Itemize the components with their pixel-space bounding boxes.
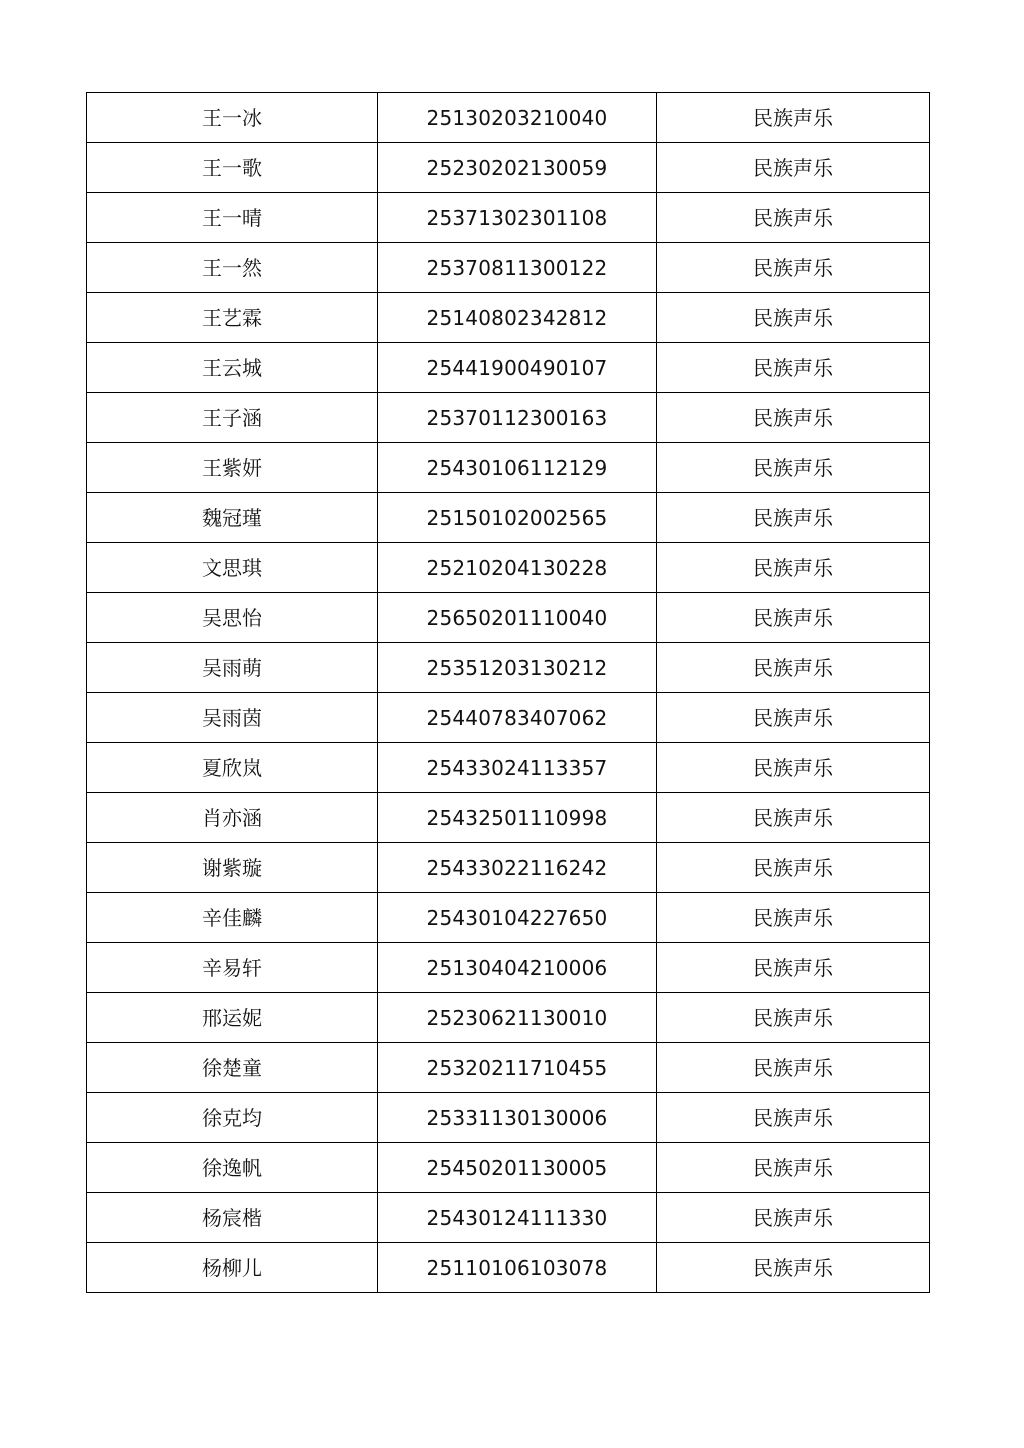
table-row (87, 893, 930, 943)
table-row (87, 1193, 930, 1243)
table-row (87, 143, 930, 193)
candidate-name: 夏欣岚 (87, 743, 378, 793)
candidate-major: 民族声乐 (657, 243, 930, 293)
candidate-id: 25430106112129 (378, 443, 657, 493)
candidate-major: 民族声乐 (657, 793, 930, 843)
candidate-name: 杨宸楷 (87, 1193, 378, 1243)
candidate-id: 25370112300163 (378, 393, 657, 443)
table-row (87, 393, 930, 443)
table-row (87, 1243, 930, 1293)
candidate-id: 25440783407062 (378, 693, 657, 743)
candidate-major: 民族声乐 (657, 93, 930, 143)
candidate-major: 民族声乐 (657, 843, 930, 893)
candidate-name: 魏冠瑾 (87, 493, 378, 543)
candidate-id: 25110106103078 (378, 1243, 657, 1293)
candidate-name: 王云城 (87, 343, 378, 393)
candidate-name: 王艺霖 (87, 293, 378, 343)
candidate-major: 民族声乐 (657, 593, 930, 643)
table-row (87, 243, 930, 293)
table-row (87, 93, 930, 143)
candidate-major: 民族声乐 (657, 693, 930, 743)
candidate-major: 民族声乐 (657, 1243, 930, 1293)
candidate-major: 民族声乐 (657, 1043, 930, 1093)
candidate-id: 25150102002565 (378, 493, 657, 543)
candidate-id: 25650201110040 (378, 593, 657, 643)
candidate-name: 王一冰 (87, 93, 378, 143)
candidate-name: 王一晴 (87, 193, 378, 243)
candidate-name: 徐克均 (87, 1093, 378, 1143)
candidate-name: 肖亦涵 (87, 793, 378, 843)
candidate-id: 25430124111330 (378, 1193, 657, 1243)
candidate-id: 25450201130005 (378, 1143, 657, 1193)
table-row (87, 543, 930, 593)
candidate-major: 民族声乐 (657, 1193, 930, 1243)
candidate-name: 吴雨萌 (87, 643, 378, 693)
candidate-major: 民族声乐 (657, 343, 930, 393)
table-row (87, 643, 930, 693)
table-row (87, 493, 930, 543)
candidate-id: 25432501110998 (378, 793, 657, 843)
table-row (87, 193, 930, 243)
candidate-id: 25441900490107 (378, 343, 657, 393)
candidate-table-body (87, 93, 930, 1293)
candidate-major: 民族声乐 (657, 743, 930, 793)
candidate-id: 25210204130228 (378, 543, 657, 593)
candidate-id: 25370811300122 (378, 243, 657, 293)
candidate-id: 25130404210006 (378, 943, 657, 993)
candidate-name: 杨柳儿 (87, 1243, 378, 1293)
candidate-id: 25371302301108 (378, 193, 657, 243)
candidate-id: 25320211710455 (378, 1043, 657, 1093)
candidate-name: 王子涵 (87, 393, 378, 443)
candidate-major: 民族声乐 (657, 543, 930, 593)
table-row (87, 343, 930, 393)
candidate-major: 民族声乐 (657, 893, 930, 943)
candidate-major: 民族声乐 (657, 643, 930, 693)
table-row (87, 793, 930, 843)
table-row (87, 993, 930, 1043)
table-row (87, 1043, 930, 1093)
candidate-major: 民族声乐 (657, 943, 930, 993)
candidate-major: 民族声乐 (657, 143, 930, 193)
candidate-name: 徐楚童 (87, 1043, 378, 1093)
candidate-id: 25140802342812 (378, 293, 657, 343)
table-row (87, 693, 930, 743)
candidate-name: 谢紫璇 (87, 843, 378, 893)
table-row (87, 1143, 930, 1193)
candidate-major: 民族声乐 (657, 1093, 930, 1143)
candidate-major: 民族声乐 (657, 493, 930, 543)
candidate-name: 吴雨茵 (87, 693, 378, 743)
candidate-table (86, 92, 930, 1293)
candidate-major: 民族声乐 (657, 993, 930, 1043)
table-row (87, 443, 930, 493)
candidate-name: 吴思怡 (87, 593, 378, 643)
candidate-major: 民族声乐 (657, 443, 930, 493)
candidate-name: 辛佳麟 (87, 893, 378, 943)
candidate-id: 25433022116242 (378, 843, 657, 893)
candidate-id: 25430104227650 (378, 893, 657, 943)
table-row (87, 1093, 930, 1143)
candidate-name: 邢运妮 (87, 993, 378, 1043)
candidate-name: 徐逸帆 (87, 1143, 378, 1193)
candidate-major: 民族声乐 (657, 293, 930, 343)
candidate-name: 辛易轩 (87, 943, 378, 993)
candidate-major: 民族声乐 (657, 1143, 930, 1193)
table-row (87, 593, 930, 643)
candidate-id: 25351203130212 (378, 643, 657, 693)
candidate-major: 民族声乐 (657, 193, 930, 243)
candidate-id: 25331130130006 (378, 1093, 657, 1143)
candidate-id: 25230202130059 (378, 143, 657, 193)
table-row (87, 743, 930, 793)
candidate-name: 文思琪 (87, 543, 378, 593)
candidate-name: 王紫妍 (87, 443, 378, 493)
candidate-id: 25130203210040 (378, 93, 657, 143)
table-row (87, 293, 930, 343)
table-row (87, 843, 930, 893)
table-row (87, 943, 930, 993)
candidate-id: 25433024113357 (378, 743, 657, 793)
candidate-id: 25230621130010 (378, 993, 657, 1043)
candidate-name: 王一歌 (87, 143, 378, 193)
candidate-name: 王一然 (87, 243, 378, 293)
candidate-major: 民族声乐 (657, 393, 930, 443)
